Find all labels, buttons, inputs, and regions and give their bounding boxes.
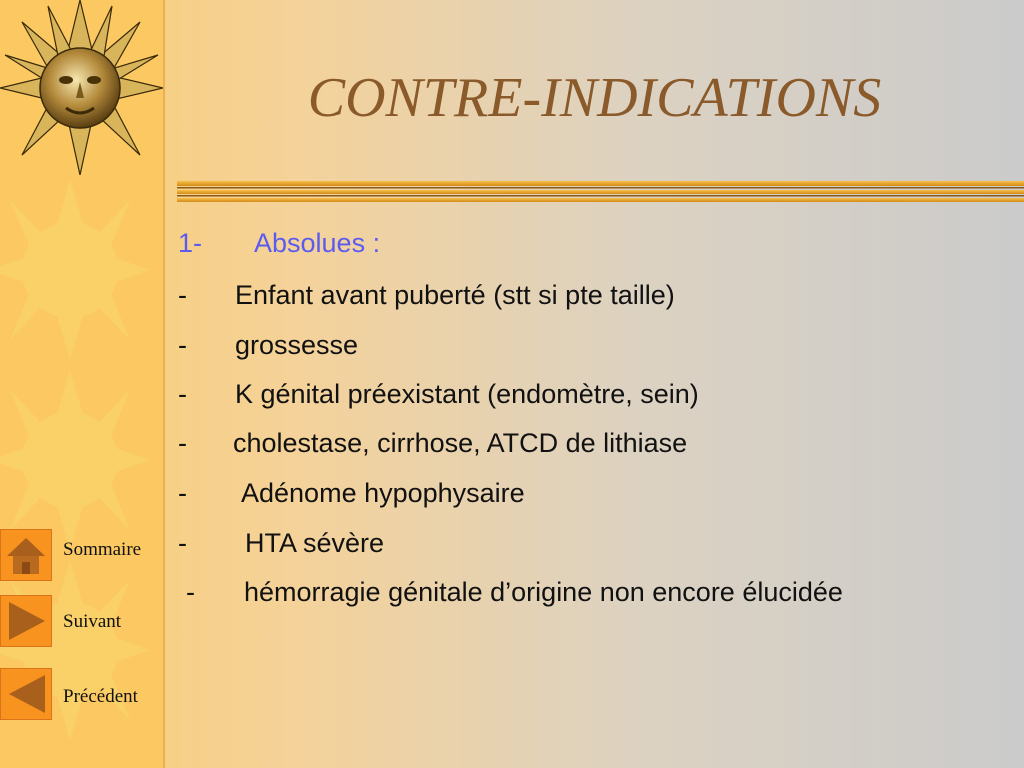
slide-title: CONTRE-INDICATIONS xyxy=(307,67,882,129)
house-icon xyxy=(1,530,51,580)
prev-label[interactable]: Précédent xyxy=(63,686,138,707)
triangle-right-icon xyxy=(1,596,51,646)
list-bullet: - xyxy=(178,428,187,458)
triangle-left-icon xyxy=(1,669,51,719)
sidebar xyxy=(0,0,165,768)
next-button[interactable] xyxy=(0,595,52,647)
list-bullet: - xyxy=(178,330,187,360)
list-bullet: - xyxy=(178,379,187,409)
sun-icon xyxy=(0,370,163,550)
home-button[interactable] xyxy=(0,529,52,581)
list-item-text: HTA sévère xyxy=(245,528,385,558)
list-item-text: K génital préexistant (endomètre, sein) xyxy=(235,379,699,409)
sun-face-icon xyxy=(0,0,163,175)
list-item-text: cholestase, cirrhose, ATCD de lithiase xyxy=(233,428,688,458)
heading-text: Absolues : xyxy=(254,228,381,258)
sun-icon xyxy=(0,180,163,360)
heading-number: 1- xyxy=(178,228,203,258)
title-divider xyxy=(177,181,1024,203)
list-item-text: Enfant avant puberté (stt si pte taille) xyxy=(235,280,675,310)
prev-button[interactable] xyxy=(0,668,52,720)
home-label[interactable]: Sommaire xyxy=(63,539,142,560)
list-bullet: - xyxy=(178,528,187,558)
list-item-text: grossesse xyxy=(235,330,359,360)
list-bullet: - xyxy=(178,478,187,508)
list-bullet: - xyxy=(178,280,187,310)
list-item-text: Adénome hypophysaire xyxy=(241,478,525,508)
next-label[interactable]: Suivant xyxy=(63,611,122,632)
list-bullet: - xyxy=(186,577,195,607)
list-item-text: hémorragie génitale d’origine non encore élucidée xyxy=(244,577,843,607)
